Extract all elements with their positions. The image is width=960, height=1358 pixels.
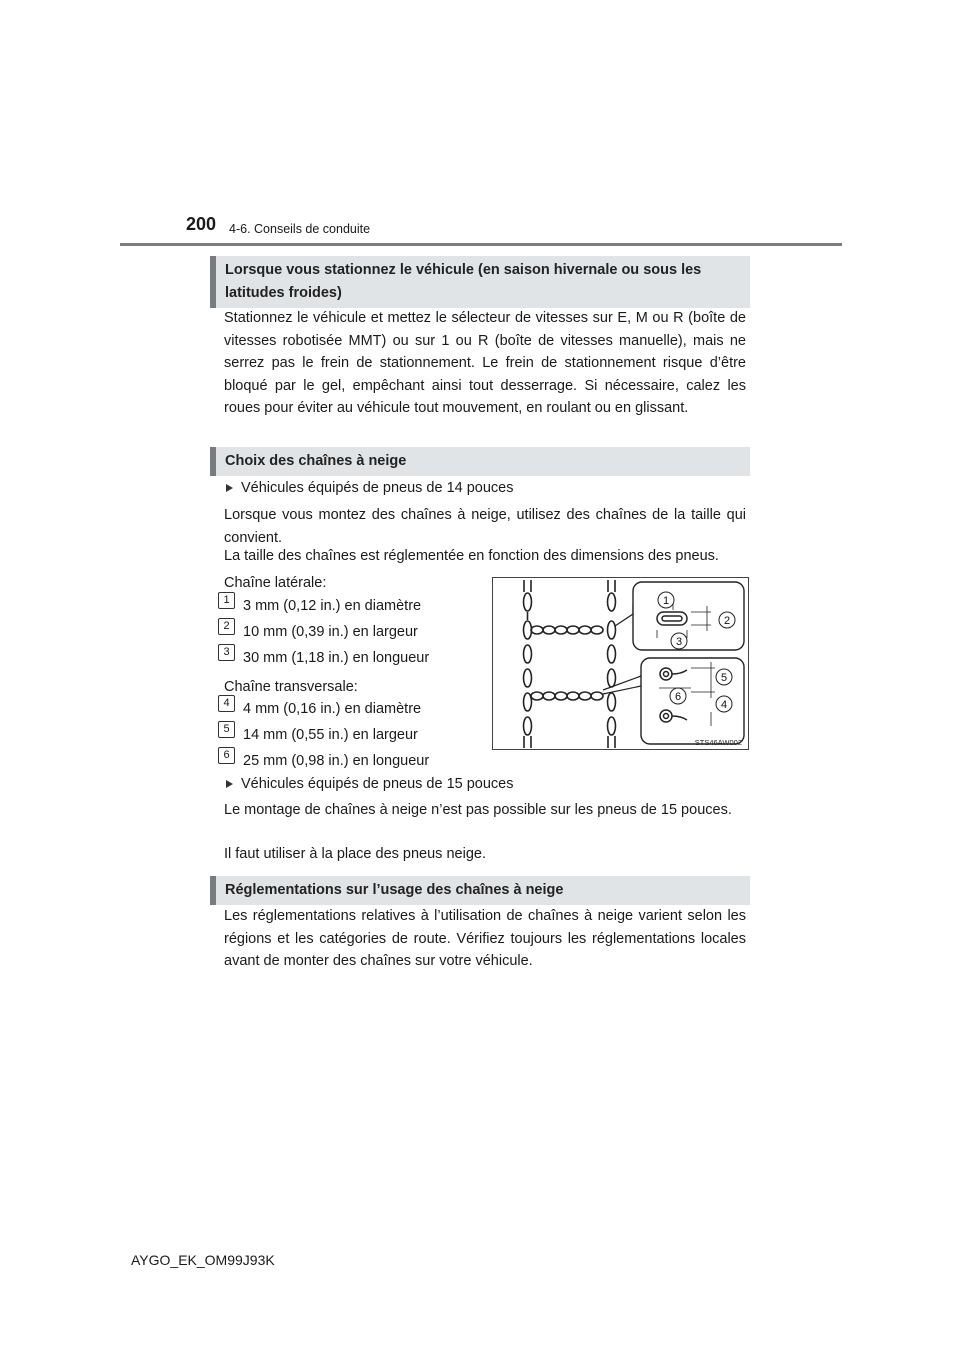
bullet-14-inch-text: Véhicules équipés de pneus de 14 pouces [241,480,514,496]
right-side-chain [608,580,616,748]
spec-item-6 [218,747,429,771]
page-number: 200 [186,214,217,234]
heading-chain-regulations: Réglementations sur l’usage des chaînes à neige [210,876,750,905]
document-code: AYGO_EK_OM99J93K [131,1252,275,1268]
bullet-14-inch [224,478,513,498]
callout-number: 3 [218,644,235,661]
spec-text: 14 mm (0,55 in.) en largeur [243,727,418,743]
paragraph-15-inch-chains: Le montage de chaînes à neige n’est pas possible sur les pneus de 15 pouces. [224,802,732,818]
spec-text: 10 mm (0,39 in.) en largeur [243,624,418,640]
cross-chain-label: Chaîne transversale: [224,679,358,695]
bullet-triangle-icon [226,780,233,788]
paragraph-winter-parking: Stationnez le véhicule et mettez le sélecteur de vitesses sur E, M ou R (boîte de vitesses robotisée MMT) ou sur 1 ou R (boîte de vitesses manuelle), mais ne serrez pas le frein de stationnement. Le frein de stationnement risque d’être bloqué par le gel, empêchant ainsi tout desserrage. Si nécessaire, calez les roues pour éviter au véhicule tout mouvement, en roulant ou en glissant. [224,310,746,416]
spec-text: 3 mm (0,12 in.) en diamètre [243,598,422,614]
callout-number: 6 [218,747,235,764]
figure-callout-1: 1 [662,595,670,607]
bullet-15-inch [224,774,513,794]
side-chain-label: Chaîne latérale: [224,575,327,591]
figure-callout-4: 4 [720,699,728,711]
lower-cross-chain [531,692,603,700]
section-title: 4-6. Conseils de conduite [229,222,371,236]
figure-callout-3: 3 [675,636,683,648]
upper-cross-chain [531,626,603,634]
spec-text: 4 mm (0,16 in.) en diamètre [243,701,422,717]
paragraph-chain-size: Lorsque vous montez des chaînes à neige, utilisez des chaînes de la taille qui convient. [224,507,746,546]
left-side-chain [524,580,532,748]
spec-text: 30 mm (1,18 in.) en longueur [243,650,430,666]
header-rule [120,243,842,246]
paragraph-use-snow-tires: Il faut utiliser à la place des pneus neige. [224,846,486,862]
figure-callout-5: 5 [720,672,728,684]
spec-item-2 [218,618,418,642]
callout-number: 4 [218,695,235,712]
bullet-15-inch-text: Véhicules équipés de pneus de 15 pouces [241,776,514,792]
figure-code: STS46AW002 [694,738,742,747]
figure-callout-6: 6 [674,691,682,703]
paragraph-chain-regulation: La taille des chaînes est réglementée en fonction des dimensions des pneus. [224,548,719,564]
snow-chain-figure [492,577,749,750]
heading-winter-parking: Lorsque vous stationnez le véhicule (en saison hivernale ou sous les latitudes froides) [210,256,750,308]
callout-number: 1 [218,592,235,609]
paragraph-chain-regulations: Les réglementations relatives à l’utilisation de chaînes à neige varient selon les régions et les catégories de route. Vérifiez toujours les réglementations locales avant de monter des chaînes sur votre véhicule. [224,908,746,969]
spec-item-4 [218,695,421,719]
callout-number: 2 [218,618,235,635]
figure-callout-2: 2 [723,615,731,627]
spec-item-3 [218,644,429,668]
spec-text: 25 mm (0,98 in.) en longueur [243,753,430,769]
bullet-triangle-icon [226,484,233,492]
snow-chain-illustration [493,578,748,749]
spec-item-1 [218,592,421,616]
callout-number: 5 [218,721,235,738]
spec-item-5 [218,721,418,745]
heading-snow-chains-choice: Choix des chaînes à neige [210,447,750,476]
